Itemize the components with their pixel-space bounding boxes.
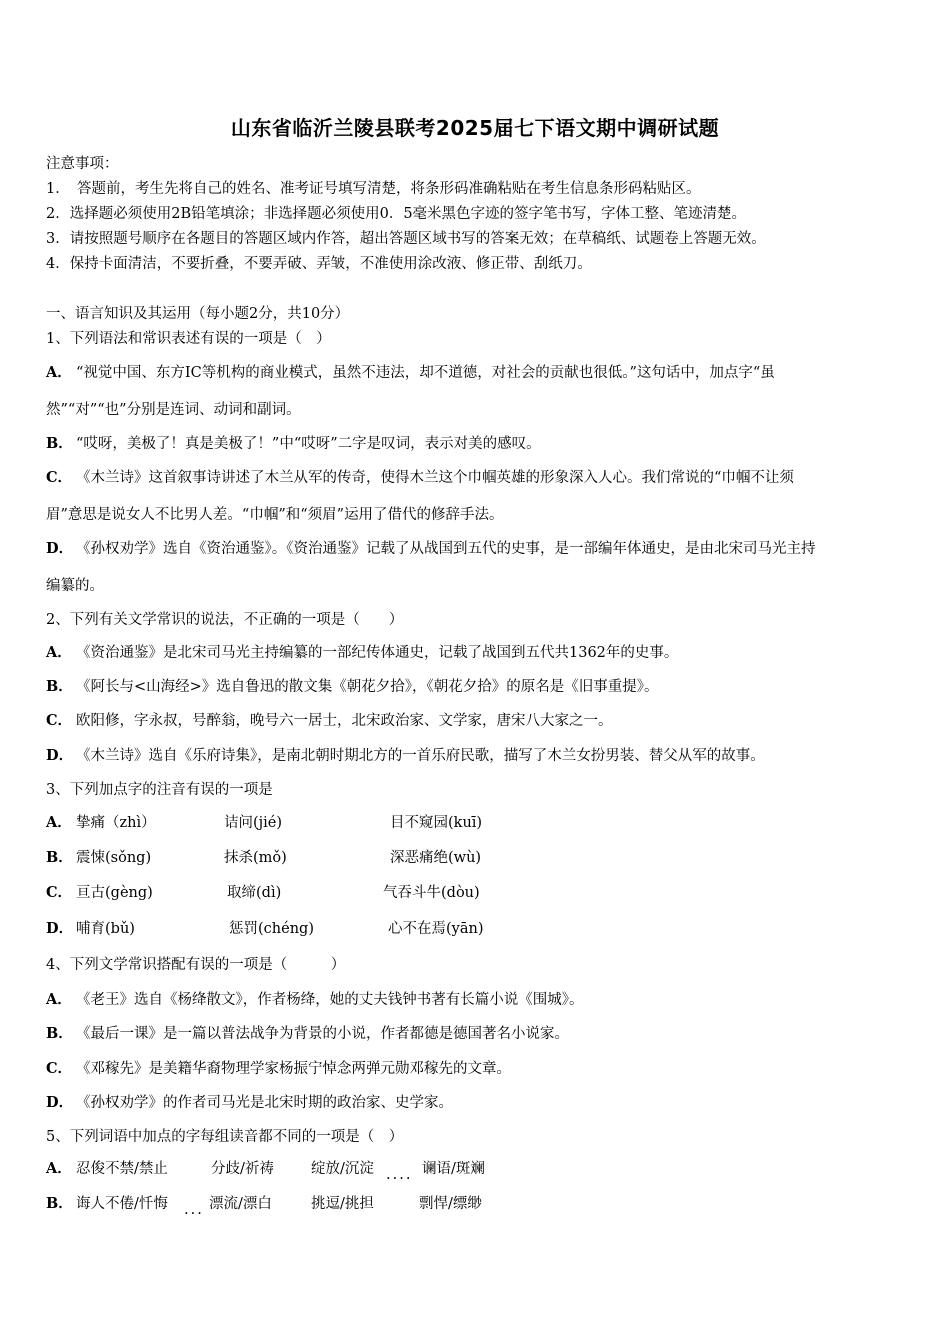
option-word: 分歧/祈祷 [211, 1161, 274, 1177]
q1-option-a [46, 361, 775, 382]
option-text: “视觉中国、东方IC等机构的商业模式，虽然不违法，却不道德，对社会的贡献也很低。”这句话中，加点字“虽 [76, 365, 775, 381]
option-label: A． [46, 814, 72, 831]
option-label: C． [46, 469, 73, 486]
option-word: 哺育(bǔ) [76, 921, 135, 937]
q2-option-d [46, 744, 765, 765]
notice-heading: 注意事项： [46, 156, 119, 172]
option-word: 惩罚(chéng) [229, 921, 314, 937]
option-label: C． [46, 1060, 73, 1077]
option-text: 《孙权劝学》选自《资治通鉴》。《资治通鉴》记载了从战国到五代的史事，是一部编年体通史，是由北宋司马光主持 [76, 541, 816, 557]
option-label: D． [46, 920, 74, 937]
notice-item-4: 4．保持卡面清洁，不要折叠，不要弄破、弄皱，不准使用涂改液、修正带、刮纸刀。 [46, 256, 592, 272]
option-label: C． [46, 712, 73, 729]
q2-option-b [46, 675, 659, 696]
q3-option-c [46, 881, 480, 902]
option-word: 挚痛（zhì） [76, 815, 156, 831]
q1-option-c-cont: 眉”意思是说女人不比男人差。“巾帼”和“须眉”运用了借代的修辞手法。 [46, 507, 504, 523]
notice-item-2: 2．选择题必须使用2B铅笔填涂；非选择题必须使用0．5毫米黑色字迹的签字笔书写，字体工整、笔迹清楚。 [46, 206, 747, 222]
option-label: A． [46, 644, 72, 661]
q1-option-c [46, 466, 794, 487]
option-word: 气吞斗牛(dòu) [383, 885, 480, 901]
option-word: 谰语/斑斓 [422, 1161, 485, 1177]
q4-option-d [46, 1091, 453, 1112]
option-text: 《最后一课》是一篇以普法战争为背景的小说，作者都德是德国著名小说家。 [76, 1026, 569, 1042]
notice-item-3: 3．请按照题号顺序在各题目的答题区域内作答，超出答题区域书写的答案无效；在草稿纸、试题卷上答题无效。 [46, 231, 766, 247]
q1-option-a-cont: 然”“对”“也”分别是连词、动词和副词。 [46, 402, 301, 418]
q1-stem: 1、下列语法和常识表述有误的一项是（ ） [46, 331, 331, 347]
q1-option-b [46, 432, 541, 453]
option-text: 《邓稼先》是美籍华裔物理学家杨振宁悼念两弹元勋邓稼先的文章。 [76, 1061, 511, 1077]
option-text: 《孙权劝学》的作者司马光是北宋时期的政治家、史学家。 [76, 1095, 453, 1111]
option-label: D． [46, 540, 74, 557]
option-word: 目不窥园(kuī) [390, 815, 483, 831]
option-label: B． [46, 678, 73, 695]
q4-option-c [46, 1057, 511, 1078]
option-label: A． [46, 364, 72, 381]
option-word: 诲人不倦/忏悔 [76, 1196, 168, 1212]
q3-option-d [46, 917, 484, 938]
option-label: B． [46, 1195, 73, 1212]
option-label: A． [46, 991, 72, 1008]
option-word: 取缔(dì) [227, 885, 282, 901]
q1-option-d [46, 537, 816, 558]
q5-option-b [46, 1192, 482, 1218]
notice-item-1: 1． 答题前，考生先将自己的姓名、准考证号填写清楚，将条形码准确粘贴在考生信息条形码粘贴区。 [46, 181, 701, 197]
option-word: 深恶痛绝(wù) [390, 850, 482, 866]
option-label: B． [46, 849, 73, 866]
option-word: 抹杀(mǒ) [224, 850, 287, 866]
q3-option-b [46, 846, 481, 867]
q4-option-b [46, 1022, 569, 1043]
option-text: 《资治通鉴》是北宋司马光主持编纂的一部纪传体通史，记载了战国到五代共1362年的史事。 [76, 645, 679, 661]
option-word: 绽放/沉淀 [311, 1161, 374, 1177]
q2-stem: 2、下列有关文学常识的说法，不正确的一项是（ ） [46, 612, 404, 628]
option-label: C． [46, 884, 73, 901]
q3-stem: 3、下列加点字的注音有误的一项是 [46, 782, 273, 798]
q2-option-a [46, 641, 678, 662]
q2-option-c [46, 709, 613, 730]
option-text: 《木兰诗》选自《乐府诗集》，是南北朝时期北方的一首乐府民歌，描写了木兰女扮男装、替父从军的故事。 [76, 748, 765, 764]
q3-option-a [46, 811, 482, 832]
option-text: 《阿长与<山海经>》选自鲁迅的散文集《朝花夕拾》，《朝花夕拾》的原名是《旧事重提》。 [76, 679, 659, 695]
option-label: B． [46, 1025, 73, 1042]
emphasis-dots: ... [184, 1202, 204, 1218]
option-text: “哎呀，美极了！真是美极了！”中“哎呀”二字是叹词，表示对美的感叹。 [76, 436, 541, 452]
option-label: A． [46, 1160, 72, 1177]
option-label: B． [46, 435, 73, 452]
section-heading: 一、语言知识及其运用（每小题2分，共10分） [46, 306, 350, 322]
q4-option-a [46, 988, 584, 1009]
q4-stem: 4、下列文学常识搭配有误的一项是（ ） [46, 957, 346, 973]
option-word: 心不在焉(yān) [388, 921, 484, 937]
option-label: D． [46, 747, 74, 764]
option-word: 剽悍/缥缈 [419, 1196, 482, 1212]
option-text: 欧阳修，字永叔，号醉翁，晚号六一居士，北宋政治家、文学家，唐宋八大家之一。 [76, 713, 613, 729]
option-word: 亘古(gèng) [76, 885, 153, 901]
q5-stem: 5、下列词语中加点的字每组读音都不同的一项是（ ） [46, 1129, 404, 1145]
option-word: 挑逗/挑担 [311, 1196, 374, 1212]
option-word: 震悚(sǒng) [76, 850, 152, 866]
q1-option-d-cont: 编纂的。 [46, 578, 104, 594]
option-word: 忍俊不禁/禁止 [76, 1161, 168, 1177]
emphasis-dots: .... [386, 1167, 413, 1183]
option-label: D． [46, 1094, 74, 1111]
option-text: 《木兰诗》这首叙事诗讲述了木兰从军的传奇，使得木兰这个巾帼英雄的形象深入人心。我们常说的“巾帼不让须 [76, 470, 794, 486]
option-word: 漂流/漂白 [209, 1196, 272, 1212]
option-word: 诘问(jié) [224, 815, 283, 831]
page-title: 山东省临沂兰陵县联考2025届七下语文期中调研试题 [230, 116, 720, 140]
q5-option-a [46, 1157, 485, 1183]
option-text: 《老王》选自《杨绛散文》，作者杨绛，她的丈夫钱钟书著有长篇小说《围城》。 [76, 992, 584, 1008]
